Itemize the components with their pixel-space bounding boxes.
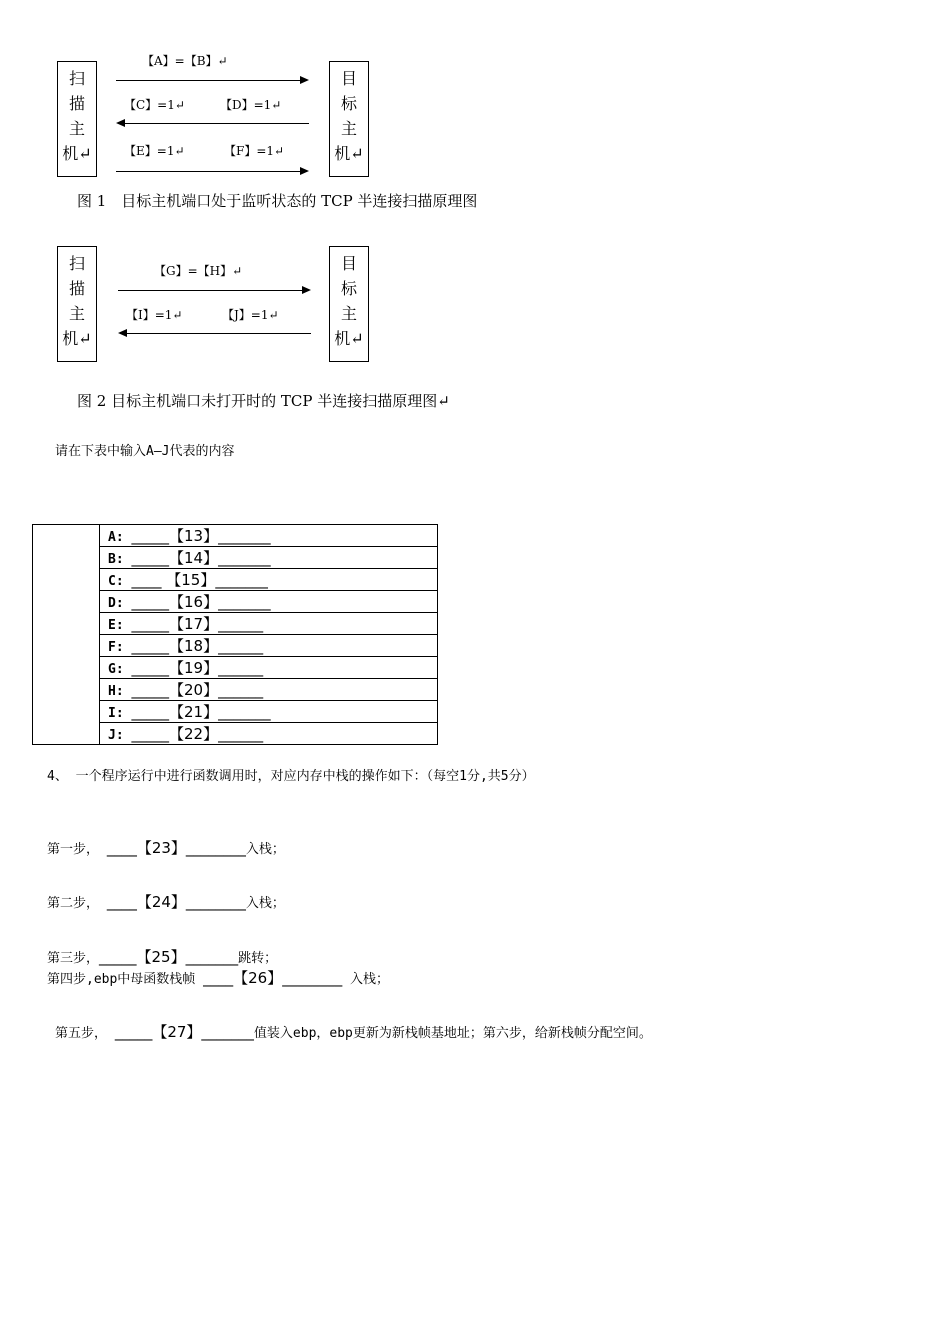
answer-blank[interactable]: _____【27】_______: [114, 1023, 254, 1041]
step-prefix: 第三步，: [47, 951, 100, 966]
box-char: 机↵: [334, 144, 364, 163]
table-cell: [100, 591, 438, 613]
step-suffix: 跳转；: [238, 951, 278, 966]
row-label: C:: [108, 574, 124, 589]
label-i: 【I】=1↵: [126, 308, 183, 322]
table-cell: [100, 547, 438, 569]
box-char: 标: [340, 94, 357, 113]
box-char: 描: [68, 279, 85, 298]
arrow-right-rst: [116, 171, 307, 172]
label-d: 【D】=1↵: [220, 98, 282, 112]
answer-blank[interactable]: ____【26】________: [203, 969, 343, 987]
answer-blank[interactable]: _____【18】______: [131, 637, 264, 655]
label-g-h: 【G】=【H】↵: [154, 264, 243, 278]
answer-blank[interactable]: _____【19】______: [131, 659, 264, 677]
step-2: [47, 891, 285, 912]
table-cell: [100, 613, 438, 635]
step-5: [55, 1021, 652, 1042]
row-label: H:: [108, 684, 124, 699]
step-suffix: 入栈；: [342, 972, 390, 987]
scanner-host-box: [57, 61, 97, 177]
step-suffix: 入栈；: [245, 842, 285, 857]
step-1: [47, 837, 285, 858]
row-label: D:: [108, 596, 124, 611]
table-cell: [100, 635, 438, 657]
answer-blank[interactable]: _____【22】______: [131, 725, 264, 743]
table-cell: [100, 701, 438, 723]
row-label: A:: [108, 530, 124, 545]
box-char: 扫: [68, 254, 85, 273]
target-host-box: [329, 246, 369, 362]
answer-blank[interactable]: _____【20】______: [131, 681, 264, 699]
table-row: [33, 525, 438, 547]
answer-blank[interactable]: ____ 【15】_______: [131, 571, 268, 589]
table-cell: [100, 569, 438, 591]
box-char: 目: [340, 254, 357, 273]
table-cell: [100, 679, 438, 701]
step-suffix: 值装入ebp，ebp更新为新栈帧基地址；第六步，给新栈帧分配空间。: [253, 1026, 652, 1041]
answer-blank[interactable]: ____【23】________: [106, 839, 246, 857]
label-a-b: 【A】=【B】↵: [142, 54, 228, 68]
target-host-box: [329, 61, 369, 177]
table-cell: [100, 525, 438, 547]
table-empty-cell: [33, 525, 100, 745]
table-cell: [100, 657, 438, 679]
answer-blank[interactable]: _____【21】_______: [131, 703, 271, 721]
label-c: 【C】=1↵: [124, 98, 185, 112]
box-char: 主: [68, 119, 85, 138]
question-4-heading: 4、 一个程序运行中进行函数调用时，对应内存中栈的操作如下：（每空1分,共5分）: [47, 769, 535, 784]
answer-blank[interactable]: _____【17】______: [131, 615, 264, 633]
instruction-text: 请在下表中输入A—J代表的内容: [55, 444, 235, 459]
box-char: 主: [340, 119, 357, 138]
step-4: [47, 967, 389, 988]
answer-blank[interactable]: _____【14】_______: [131, 549, 271, 567]
figure-1-caption: 图 1 目标主机端口处于监听状态的 TCP 半连接扫描原理图: [77, 192, 478, 210]
row-label: E:: [108, 618, 124, 633]
figure-2-caption: 图 2 目标主机端口未打开时的 TCP 半连接扫描原理图↵: [77, 392, 450, 410]
step-suffix: 入栈；: [245, 896, 285, 911]
scanner-host-box: [57, 246, 97, 362]
answer-blank[interactable]: _____【13】_______: [131, 527, 271, 545]
answer-blank[interactable]: _____【25】_______: [99, 948, 239, 966]
box-char: 机↵: [334, 329, 364, 348]
label-j: 【J】=1↵: [222, 308, 279, 322]
table-cell: [100, 723, 438, 745]
row-label: G:: [108, 662, 124, 677]
answer-blank[interactable]: ____【24】________: [106, 893, 246, 911]
step-prefix: 第一步，: [47, 842, 107, 857]
answer-blank[interactable]: _____【16】_______: [131, 593, 271, 611]
box-char: 机↵: [62, 144, 92, 163]
row-label: F:: [108, 640, 124, 655]
arrow-left-synack: [118, 123, 309, 124]
arrow-right-syn: [116, 80, 307, 81]
label-e: 【E】=1↵: [124, 144, 185, 158]
step-prefix: 第五步，: [55, 1026, 115, 1041]
step-3: [47, 946, 277, 967]
row-label: J:: [108, 728, 124, 743]
box-char: 机↵: [62, 329, 92, 348]
label-f: 【F】=1↵: [224, 144, 285, 158]
answer-table: [32, 524, 438, 745]
arrow-left-rst: [120, 333, 311, 334]
box-char: 描: [68, 94, 85, 113]
box-char: 主: [68, 304, 85, 323]
row-label: I:: [108, 706, 124, 721]
box-char: 标: [340, 279, 357, 298]
step-prefix: 第二步，: [47, 896, 107, 911]
box-char: 目: [340, 69, 357, 88]
step-prefix: 第四步,ebp中母函数栈帧: [47, 972, 204, 987]
row-label: B:: [108, 552, 124, 567]
arrow-right-syn: [118, 290, 309, 291]
box-char: 主: [340, 304, 357, 323]
box-char: 扫: [68, 69, 85, 88]
